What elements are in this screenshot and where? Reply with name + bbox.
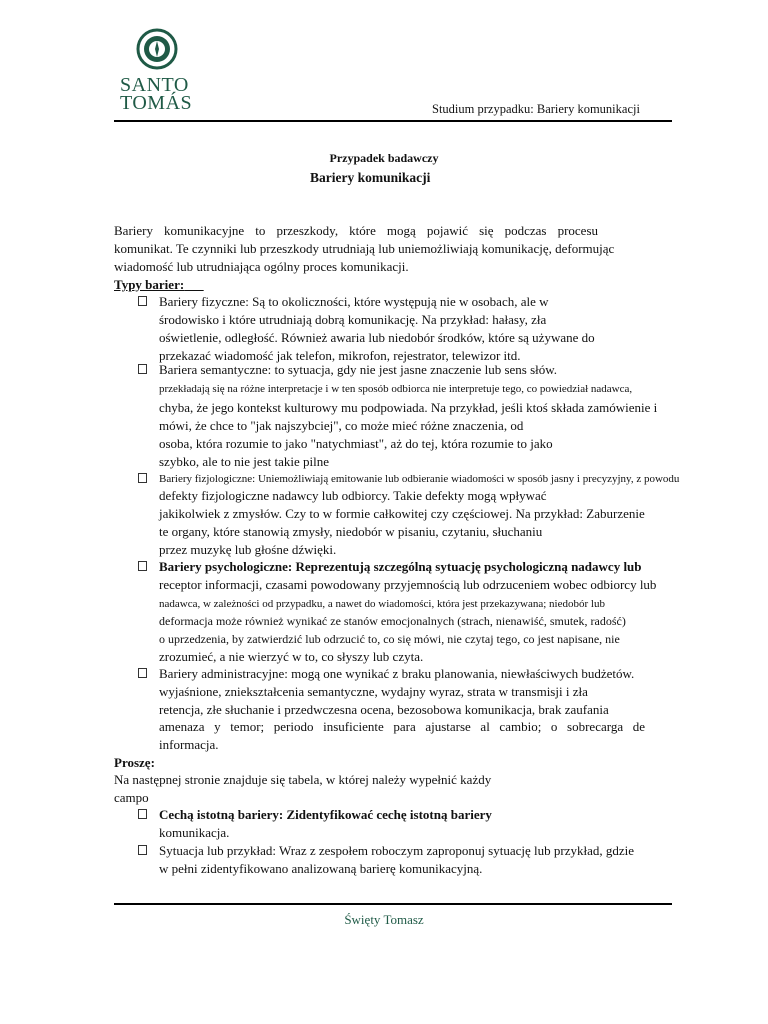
barrier-line: oświetlenie, odległość. Również awaria lub niedobór środków, które są używane do bbox=[159, 330, 595, 345]
barrier-line: Bariery administracyjne: mogą one wynikać z braku planowania, niewłaściwych budżetów. bbox=[159, 666, 635, 681]
bullet-icon bbox=[138, 561, 147, 571]
request-item-line: komunikacja. bbox=[159, 825, 230, 840]
intro-line: komunikat. Te czynniki lub przeszkody utrudniają lub uniemożliwiają komunikację, deformując bbox=[114, 241, 615, 256]
barrier-line: chyba, że jego kontekst kulturowy mu podpowiada. Na przykład, jeśli ktoś składa zamówienie i bbox=[159, 400, 658, 415]
footer-rule bbox=[114, 903, 672, 905]
case-title: Bariery komunikacji bbox=[310, 170, 431, 185]
intro-line: Bariery komunikacyjne to przeszkody, które mogą pojawić się podczas procesu bbox=[114, 223, 598, 238]
barrier-line: mówi, że chce to "jak najszybciej", co może mieć różne znaczenia, od bbox=[159, 418, 524, 433]
request-item-line: w pełni zidentyfikowano analizowaną barierę komunikacyjną. bbox=[159, 861, 483, 876]
intro-line: wiadomość lub utrudniająca ogólny proces komunikacji. bbox=[114, 259, 409, 274]
barrier-line: retencja, złe słuchanie i przedwczesna ocena, bezosobowa komunikacja, brak zaufania bbox=[159, 702, 609, 717]
barrier-line: receptor informacji, czasami powodowany przyjemnością lub odrzuceniem wobec odbiorcy lub bbox=[159, 577, 657, 592]
request-line: campo bbox=[114, 790, 149, 805]
bullet-icon bbox=[138, 809, 147, 819]
barrier-line: deformacja może również wynikać ze stanów emocjonalnych (strach, nienawiść, smutek, radość) bbox=[159, 614, 626, 628]
barrier-line: wyjaśnione, zniekształcenia semantyczne, wydajny wyraz, strata w transmisji i zła bbox=[159, 684, 588, 699]
barrier-line: środowisko i które utrudniają dobrą komunikację. Na przykład: hałasy, zła bbox=[159, 312, 547, 327]
request-heading: Proszę: bbox=[114, 755, 155, 770]
barrier-line: informacja. bbox=[159, 737, 219, 752]
barrier-line: Bariery fizjologiczne: Uniemożliwiają emitowanie lub odbieranie wiadomości w sposób jasny i precyzyjny, z powodu bbox=[159, 473, 680, 485]
seal-icon bbox=[136, 28, 178, 70]
barrier-line: przez muzykę lub głośne dźwięki. bbox=[159, 542, 337, 557]
header-rule bbox=[114, 120, 672, 122]
request-line: Na następnej stronie znajduje się tabela, w której należy wypełnić każdy bbox=[114, 772, 492, 787]
barrier-line: zrozumieć, a nie wierzyć w to, co słyszy lub czyta. bbox=[159, 649, 424, 664]
barrier-line: przekazać wiadomość jak telefon, mikrofon, rejestrator, telewizor itd. bbox=[159, 348, 521, 363]
santo-tomas-logo bbox=[120, 28, 210, 112]
bullet-icon bbox=[138, 473, 147, 483]
barrier-line: Bariery psychologiczne: Reprezentują szczególną sytuację psychologiczną nadawcy lub bbox=[159, 559, 642, 574]
bullet-icon bbox=[138, 845, 147, 855]
barrier-line: jakikolwiek z zmysłów. Czy to w formie całkowitej czy częściowej. Na przykład: Zaburzenie bbox=[159, 506, 645, 521]
bullet-icon bbox=[138, 364, 147, 374]
types-heading: Typy barier: bbox=[114, 277, 185, 292]
barrier-line: amenaza y temor; periodo insuficiente para ajustarse al cambio; o sobrecarga de bbox=[159, 719, 645, 734]
barrier-line: Bariera semantyczne: to sytuacja, gdy nie jest jasne znaczenie lub sens słów. bbox=[159, 362, 558, 377]
barrier-line: szybko, ale to nie jest takie pilne bbox=[159, 454, 330, 469]
logo-wordmark: SANTO TOMÁS bbox=[120, 74, 193, 114]
barrier-line: defekty fizjologiczne nadawcy lub odbiorcy. Takie defekty mogą wpływać bbox=[159, 488, 547, 503]
request-item-line: Sytuacja lub przykład: Wraz z zespołem roboczym zaproponuj sytuację lub przykład, gdzie bbox=[159, 843, 635, 858]
request-item-line: Cechą istotną bariery: Zidentyfikować cechę istotną bariery bbox=[159, 807, 492, 822]
barrier-line: osoba, która rozumie to jako "natychmiast", aż do tej, która rozumie to jako bbox=[159, 436, 553, 451]
bullet-icon bbox=[138, 668, 147, 678]
barrier-line: te organy, które stanowią zmysły, niedobór w pisaniu, czytaniu, słuchaniu bbox=[159, 524, 543, 539]
footer-text: Święty Tomasz bbox=[344, 912, 424, 927]
barrier-line: o uprzedzenia, by zatwierdzić lub odrzucić to, co się mówi, nie czytaj tego, co jest napisane, nie bbox=[159, 632, 620, 646]
barrier-line: przekładają się na różne interpretacje i w ten sposób odbiorca nie interpretuje tego, co powiedział nadawca, bbox=[159, 383, 633, 395]
bullet-icon bbox=[138, 296, 147, 306]
document-header-title: Studium przypadku: Bariery komunikacji bbox=[432, 102, 640, 116]
case-heading: Przypadek badawczy bbox=[329, 151, 439, 165]
barrier-line: Bariery fizyczne: Są to okoliczności, które występują nie w osobach, ale w bbox=[159, 294, 549, 309]
barrier-line: nadawca, w zależności od przypadku, a nawet do wiadomości, która jest przekazywana; niedobór lub bbox=[159, 598, 605, 610]
